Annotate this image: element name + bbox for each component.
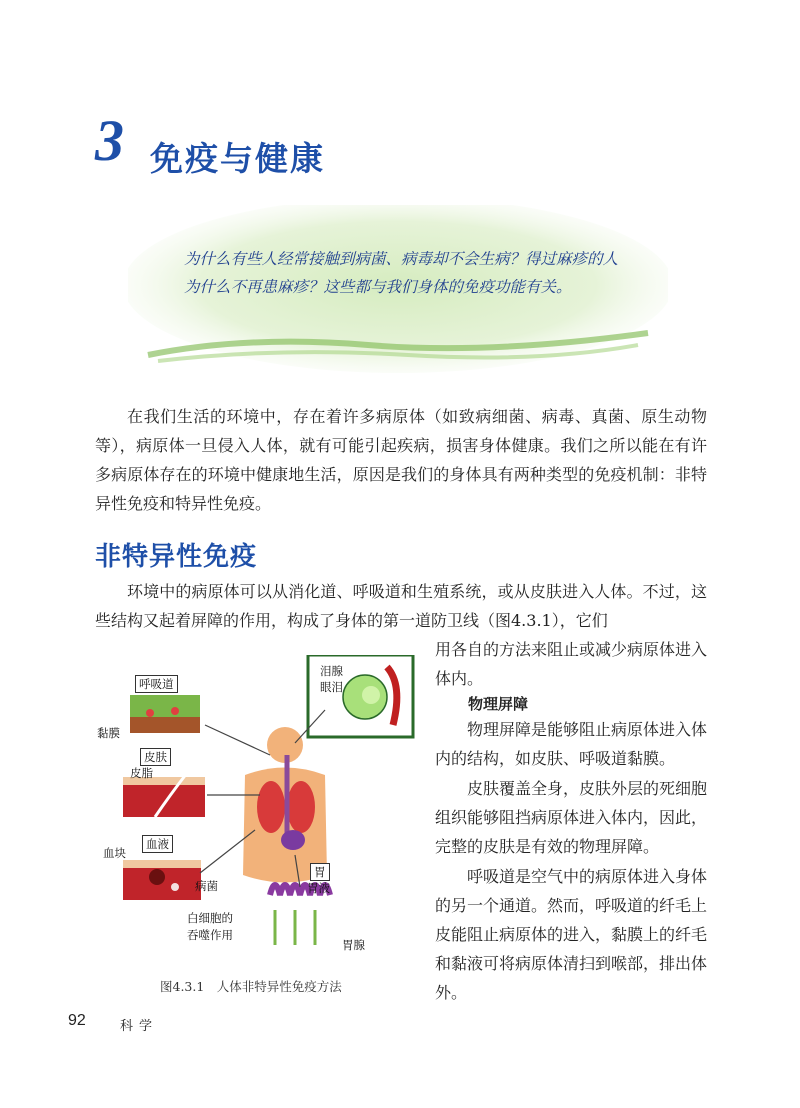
label-sebum: 皮脂 (130, 766, 153, 780)
paragraph-entry-routes: 环境中的病原体可以从消化道、呼吸道和生殖系统，或从皮肤进入人体。不过，这些结构又起着屏障的作用，构成了身体的第一道防卫线（图4.3.1），它们 (95, 582, 707, 630)
label-respiratory: 呼吸道 (135, 675, 178, 693)
figure-illustration (95, 655, 430, 960)
label-lacrimal: 泪腺 (320, 664, 343, 678)
figure-caption: 图4.3.1 人体非特异性免疫方法 (160, 979, 342, 994)
paragraph-pathogens: 在我们生活的环境中，存在着许多病原体（如致病细菌、病毒、真菌、原生动物等），病原体一旦侵入人体，就有可能引起疾病，损害身体健康。我们之所以能在有许多病原体存在的环境中健康地生活，原因是我们的身体具有两种类型的免疫机制：非特异性免疫和特异性免疫。 (95, 407, 707, 513)
label-bacteria: 病菌 (195, 879, 218, 893)
label-wbc-2: 吞噬作用 (187, 928, 233, 942)
label-gastric-gland: 胃腺 (342, 938, 365, 952)
paragraph-entry-routes-cont: 用各自的方法来阻止或减少病原体进入体内。 (435, 640, 708, 688)
page-number: 92 (68, 1012, 86, 1029)
label-skin: 皮肤 (140, 748, 171, 766)
label-gastric-juice: 胃液 (307, 881, 330, 895)
section-title: 非特异性免疫 (95, 542, 258, 572)
label-stomach: 胃 (310, 863, 330, 881)
paragraph-skin: 皮肤覆盖全身，皮肤外层的死细胞组织能够阻挡病原体进入体内，因此，完整的皮肤是有效的物理屏障。 (435, 779, 708, 856)
chapter-number: 3 (95, 108, 124, 173)
label-mucosa: 黏膜 (97, 726, 120, 740)
paragraph-respiratory: 呼吸道是空气中的病原体进入身体的另一个通道。然而，呼吸道的纤毛上皮能阻止病原体的进入，黏膜上的纤毛和黏液可将病原体清扫到喉部，排出体外。 (435, 867, 708, 1002)
figure-immunity-diagram (95, 655, 430, 960)
label-blood: 血液 (142, 835, 173, 853)
label-wbc-1: 白细胞的 (187, 911, 233, 925)
subsection-title: 物理屏障 (468, 695, 529, 713)
paragraph-physical-barrier: 物理屏障是能够阻止病原体进入体内的结构，如皮肤、呼吸道黏膜。 (435, 720, 708, 768)
chapter-title: 免疫与健康 (150, 139, 325, 178)
book-name: 科学 (120, 1019, 159, 1034)
intro-question: 为什么有些人经常接触到病菌、病毒却不会生病？得过麻疹的人为什么不再患麻疹？这些都与我们身体的免疫功能有关。 (184, 250, 619, 296)
label-clot: 血块 (103, 846, 126, 860)
label-tears: 眼泪 (320, 680, 343, 694)
